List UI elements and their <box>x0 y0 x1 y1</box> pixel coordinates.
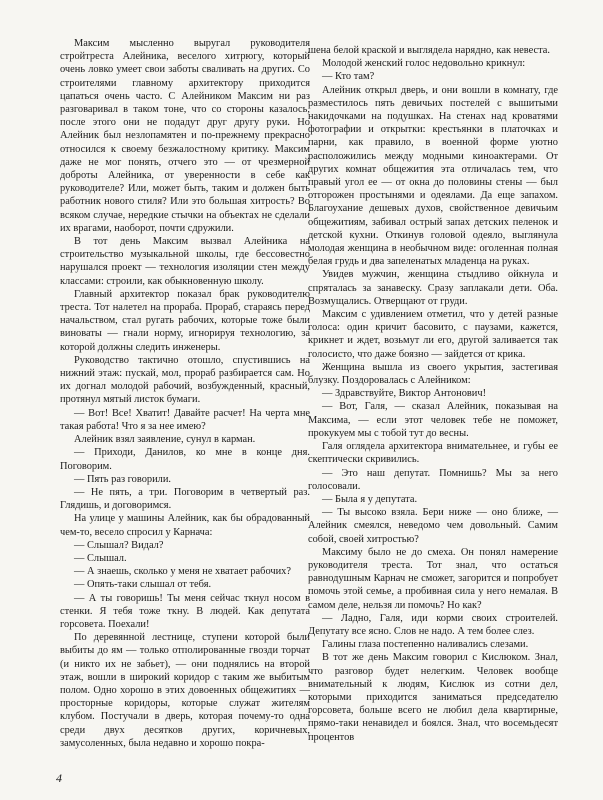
paragraph: — Вот, Галя, — сказал Алейник, показывая на Максима, — если этот человек тебе не поможет, прокукуем мы с тобой тут до весны. <box>308 401 558 439</box>
paragraph: Максим с удивлением отметил, что у детей разные голоса: один кричит басовито, с паузами, кажется, крикнет и ждет, возьмут ли его, другой заливается так голосисто, что даже боязно — зайдется от крика. <box>308 309 558 360</box>
paragraph: Максим мысленно выругал руководителя стройтреста Алейника, веселого хитрюгу, который очень ловко умеет свои заботы сваливать на других. Со строителями главному архитектору приходится цапаться очень часто. С Алейником Максим ни раз разговаривал в таком тоне, что со стороны казалось, после этого они не подадут друг другу руки. Но Алейник был незлопамятен и по-прежнему прекрасно относился к своему безжалостному критику. Максим даже не мог понять, отчего это — от чрезмерной доброты Алейника, от уверенности в себе как руководителе? Или, может быть, таким и должен быть работник нового стиля? Или это большая хитрость? Во всяком случае, нередкие стычки на объектах не сделали их врагами, наоборот, почти сдружили. <box>60 38 310 234</box>
page-number: 4 <box>56 771 62 785</box>
paragraph: — Опять-таки слышал от тебя. <box>74 579 212 591</box>
paragraph: — А ты говоришь! Ты меня сейчас ткнул носом в стенки. Я тебя тоже ткну. В людей. Как депутата горсовета. Поехали! <box>60 592 310 630</box>
paragraph: В тот же день Максим говорил с Кислюком. Знал, что разговор будет нелегким. Человек вообще внимательный к людям, Кислюк из сотни дел, которыми приходится заниматься председателю горсовета, больше всего не любил дела квартирные, прямо-таки ненавидел и боялся. Знал, что восемьдесят процентов <box>308 652 558 743</box>
paragraph: — Здравствуйте, Виктор Антонович! <box>322 388 487 400</box>
paragraph: Галя оглядела архитектора внимательнее, и губы ее скептически скривились. <box>308 441 558 466</box>
paragraph: — Это наш депутат. Помнишь? Мы за него голосовали. <box>308 467 558 492</box>
paragraph: В тот день Максим вызвал Алейника на строительство музыкальной школы, где бессовестно нарушался проект — технология изоляции стен между классами: строили, как обыкновенную школу. <box>60 236 310 287</box>
paragraph: шена белой краской и выглядела нарядно, как невеста. <box>308 45 550 56</box>
paragraph: — Не пять, а три. Поговорим в четвертый раз. Глядишь, и договоримся. <box>60 486 310 512</box>
paragraph: Алейник взял заявление, сунул в карман. <box>74 434 256 446</box>
paragraph: Женщина вышла из своего укрытия, застегивая блузку. Поздоровалась с Алейником: <box>308 361 558 387</box>
paragraph: Руководство тактично отошло, спустившись на нижний этаж: пускай, мол, прораб разбирается сам. Но их догнал молодой рабочий, возбужденный, красный, протянул мятый листок бумаги. <box>60 354 310 406</box>
paragraph: Галины глаза постепенно наливались слезами. <box>322 639 529 651</box>
text-column-right <box>308 44 558 744</box>
paragraph: — Пять раз говорили. <box>74 473 171 485</box>
paragraph: — Вот! Все! Хватит! Давайте расчет! На черта мне такая работа! Что я за нее имею? <box>60 407 310 432</box>
paragraph: — Слышал. <box>74 552 127 564</box>
paragraph: — А знаешь, сколько у меня не хватает рабочих? <box>74 566 291 578</box>
paragraph: На улице у машины Алейник, как бы обрадованный чем-то, весело спросил у Карнача: <box>60 513 310 538</box>
paragraph: — Кто там? <box>322 71 375 83</box>
paragraph: — Ты высоко взяла. Бери ниже — оно ближе, — Алейник смеялся, неведомо чем довольный. Самим собой, своей хитростью? <box>308 507 558 545</box>
paragraph: Главный архитектор показал брак руководителю треста. Тот налетел на прораба. Прораб, стараясь перед начальством, стал ругать рабочих, которые тоже были виноваты — гнали норму, игнорируя технологию, за которой должны следить инженеры. <box>60 288 310 353</box>
paragraph: — Ладно, Галя, иди корми своих строителей. Депутату все ясно. Слов не надо. А тем более слез. <box>308 612 558 637</box>
paragraph: — Слышал? Видал? <box>74 539 164 551</box>
paragraph: Молодой женский голос недовольно крикнул: <box>322 58 526 70</box>
paragraph: По деревянной лестнице, ступени которой были выбиты до ям — только отполированные гвозди торчат (и никто их не забьет), — они поднялись на второй этаж, вошли в широкий коридор с таким же выбитым полом. Одно хорошо в этих довоенных общежитиях — просторные коридоры, которые служат жителям клубом. Постучали в дверь, которая почему-то одна среди двух десятков других, коричневых, замусоленных, была недавно и хорошо покра- <box>60 632 310 749</box>
paragraph: Алейник открыл дверь, и они вошли в комнату, где разместилось пять девичьих постелей с вышитыми накидочками на подушках. На стенах над кроватями фотографии и открытки: крестьянки в платочках и парни, как правило, в военной форме уютно расположились между модными киноактерами. От других комнат общежития эта отличалась тем, что правый угол ее — от окна до половины стены — был отгорожен простынями и одеялами. Да еще запахом. Благоухание дешевых духов, свойственное девичьим общежитиям, забивал острый запах детских пеленок и детской кухни. Откинув головой одеяло, выглянула молодая женщина в необычном виде: оголенная полная белая грудь и два запеленатых младенца на руках. <box>308 84 558 268</box>
paragraph: Максиму было не до смеха. Он понял намерение руководителя треста. Тот знал, что остаться равнодушным Карнач не сможет, загорится и попробует помочь этой семье, а пробивная сила у него немалая. В самом деле, нельзя ли помочь? Но как? <box>308 546 558 611</box>
paragraph: — Была я у депутата. <box>322 493 418 505</box>
paragraph: — Приходи, Данилов, ко мне в конце дня. Поговорим. <box>60 447 310 472</box>
text-column-left <box>60 37 310 750</box>
paragraph: Увидев мужчин, женщина стыдливо ойкнула и спряталась за занавеску. Сразу заплакали дети. Оба. Возмущались. Отверщают от груди. <box>308 269 558 307</box>
